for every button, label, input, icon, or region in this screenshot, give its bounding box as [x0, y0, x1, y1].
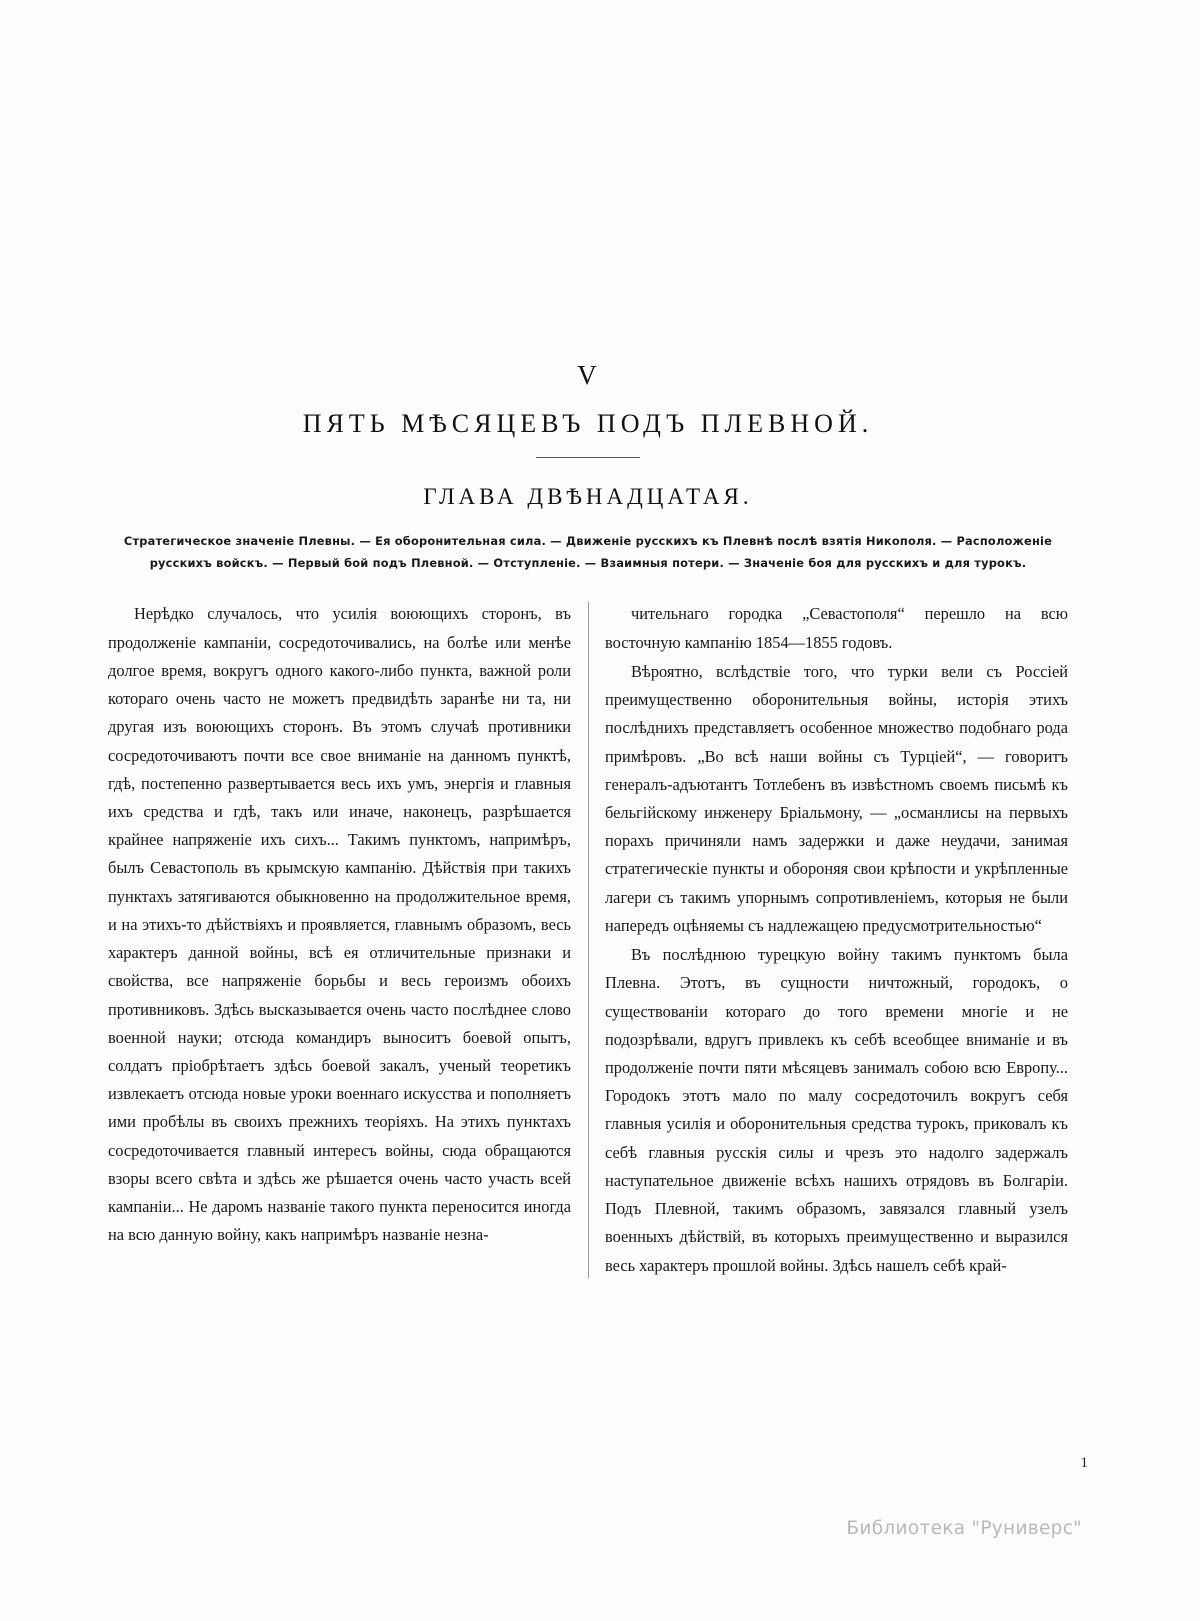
part-number: V: [577, 360, 599, 390]
column-divider: [588, 602, 589, 1277]
paragraph: чительнаго городка „Севастополя“ перешло на всю восточную кампанію 1854—1855 годовъ.: [605, 604, 1068, 652]
part-title: ПЯТЬ МѢСЯЦЕВЪ ПОДЪ ПЛЕВНОЙ.: [302, 409, 874, 438]
page-number: 1: [1080, 1455, 1088, 1471]
paragraph: Въ послѣднюю турецкую войну такимъ пунктомъ была Плевна. Этотъ, въ сущности ничтожный, городокъ, о существованіи котораго до того времени многіе и не подозрѣвали, вдругъ привлекъ къ себѣ всеобщее вниманіе и въ продолженіе почти пяти мѣсяцевъ занималъ собою всю Европу... Городокъ этотъ мало по малу сосредоточилъ вокругъ себя главныя усилія и оборонительныя средства турокъ, приковалъ къ себѣ главныя русскія силы и чрезъ это надолго задержалъ наступательное движеніе всѣхъ нашихъ отрядовъ въ Болгаріи. Подъ Плевной, такимъ образомъ, завязался главный узелъ военныхъ дѣйствій, въ которыхъ преимущественно и выразился весь характеръ прошлой войны. Здѣсь нашелъ себѣ край-: [605, 945, 1068, 1275]
text-columns: [108, 600, 1068, 1279]
page-content: [108, 360, 1068, 1280]
paragraph: Нерѣдко случалось, что усилія воюющихъ сторонъ, въ продолженіе кампаніи, сосредоточивались, на болѣе или менѣе долгое время, вокругъ одного какого-либо пункта, важной роли котораго очень часто не можетъ предвидѣть заранѣе ни та, ни другая изъ воюющихъ сторонъ. Въ этомъ случаѣ противники сосредоточиваютъ почти все свое вниманіе на данномъ пунктѣ, гдѣ, постепенно развертывается весь ихъ умъ, энергія и главныя ихъ средства и гдѣ, такъ или иначе, наконецъ, разрѣшается крайнее напряженіе ихъ сихъ... Такимъ пунктомъ, напримѣръ, былъ Севастополь въ крымскую кампанію. Дѣйствія при такихъ пунктахъ затягиваются обыкновенно на продолжительное время, и на этихъ-то дѣйствіяхъ и проявляется, главнымъ образомъ, весь характеръ данной войны, всѣ ея отличительные признаки и свойства, все напряженіе борьбы и весь героизмъ обоихъ противниковъ. Здѣсь высказывается очень часто послѣднее слово военной науки; отсюда командиръ выноситъ боевой опытъ, солдатъ пріобрѣтаетъ здѣсь боевой закалъ, ученый теоретикъ извлекаетъ отсюда новые уроки военнаго искусства и пополняетъ ими пробѣлы въ своихъ прежнихъ теоріяхъ. На этихъ пунктахъ сосредоточивается главный интересъ войны, сюда обращаются взоры всего свѣта и здѣсь же рѣшается очень часто участь всей кампаніи... Не даромъ названіе такого пункта переносится иногда на всю данную войну, какъ напримѣръ названіе незна-: [108, 604, 571, 1245]
library-watermark: Библиотека "Руниверс": [846, 1518, 1082, 1539]
column-left: [108, 600, 571, 1279]
column-right: [605, 600, 1068, 1279]
chapter-summary: Стратегическое значеніе Плевны. — Ея оборонительная сила. — Движеніе русскихъ къ Плевнѣ послѣ взятія Никополя. — Расположеніе русскихъ войскъ. — Первый бой подъ Плевной. — Отступленіе. — Взаимныя потери. — Значеніе боя для русскихъ и для турокъ.: [123, 534, 1053, 571]
title-divider-rule: [536, 457, 640, 458]
paragraph: Вѣроятно, вслѣдствіе того, что турки вели съ Россіей преимущественно оборонительныя войны, исторія этихъ послѣднихъ представляетъ особенное множество подобнаго рода примѣровъ. „Во всѣ наши войны съ Турціей“, — говоритъ генералъ-адъютантъ Тотлебенъ въ извѣстномъ своемъ письмѣ къ бельгійскому инженеру Бріальмону, — „османлисы на первыхъ порахъ причиняли намъ задержки и даже неудачи, занимая стратегическіе пункты и обороняя свои крѣпости и укрѣпленные лагери съ такимъ упорнымъ сопротивленіемъ, которыя не были напередъ оцѣняемы съ надлежащею предусмотрительностью“: [605, 661, 1068, 935]
chapter-title: ГЛАВА ДВѢНАДЦАТАЯ.: [423, 484, 753, 509]
